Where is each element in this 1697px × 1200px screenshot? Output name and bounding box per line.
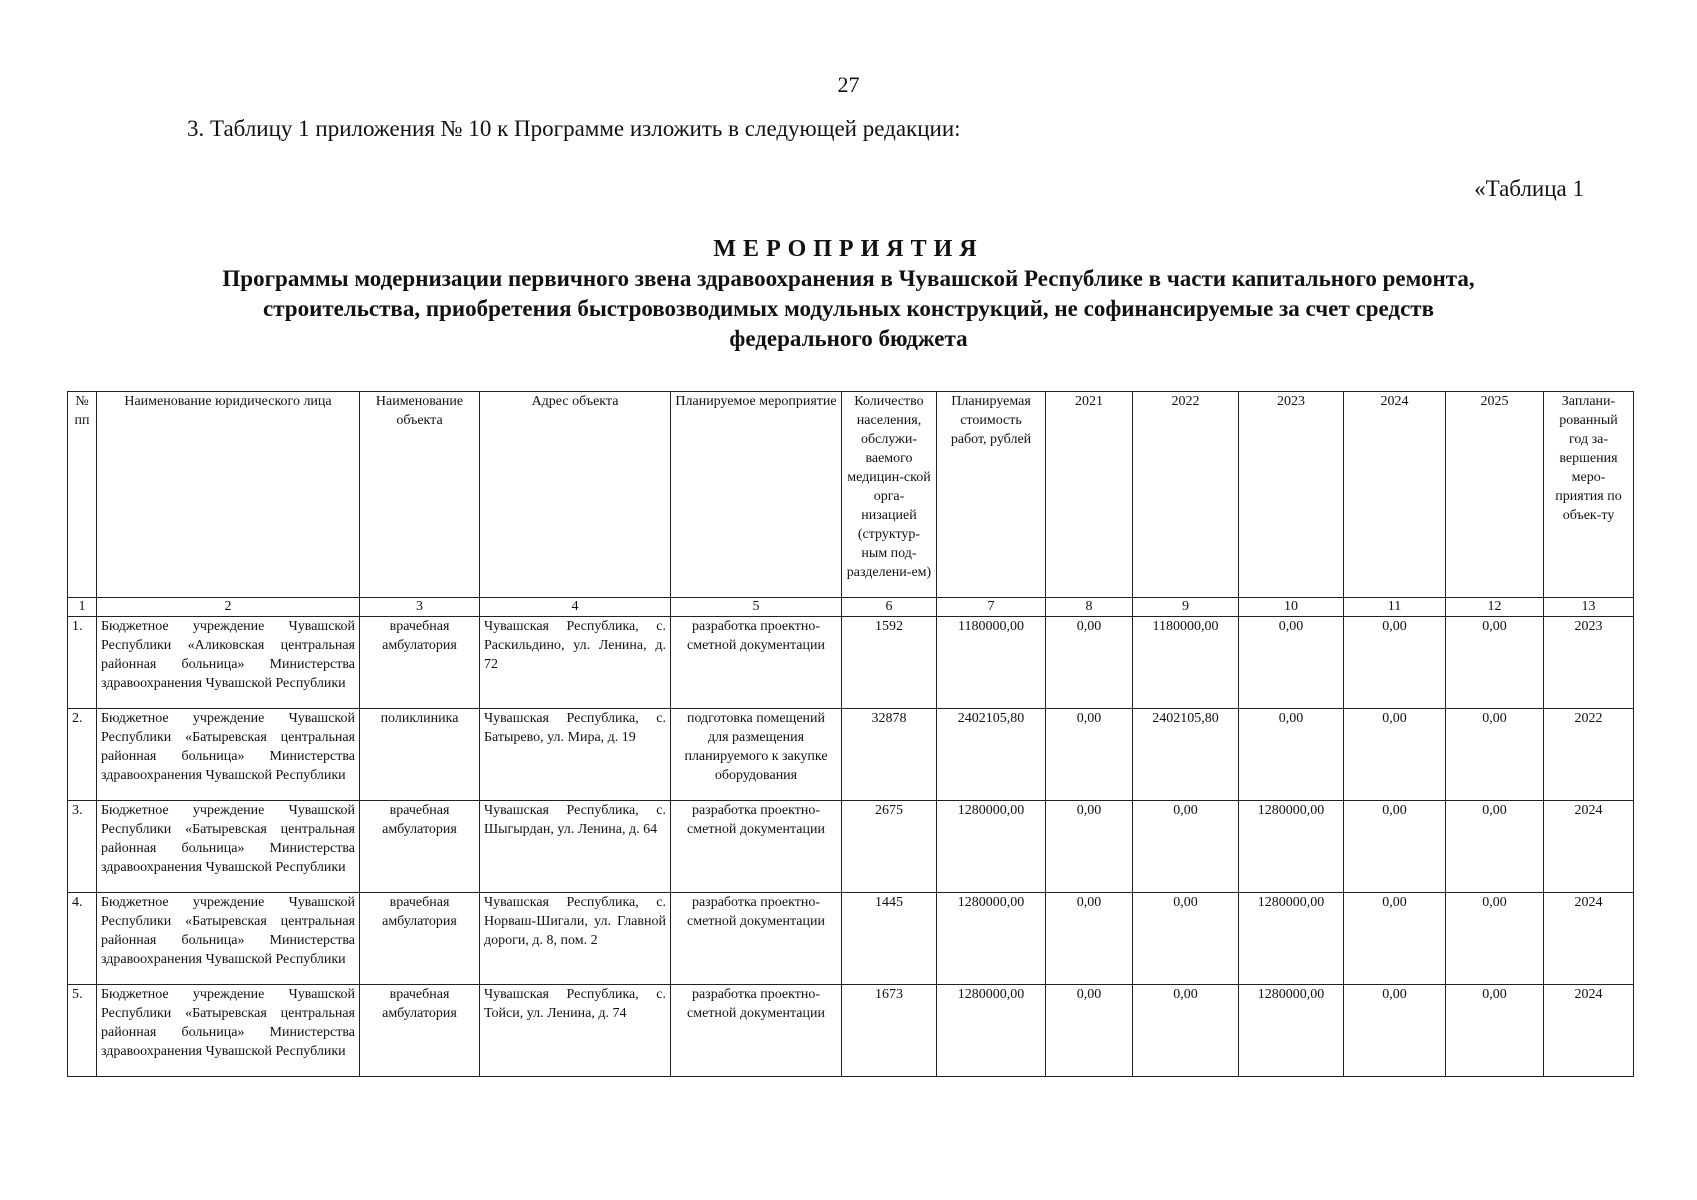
header-cell-2025: 2025 xyxy=(1446,392,1544,598)
year-2022-cell: 1180000,00 xyxy=(1133,617,1239,709)
header-cell-completion-year: Заплани-рованный год за-вершения меро-приятия по объек-ту xyxy=(1544,392,1634,598)
column-number-row xyxy=(68,598,1634,617)
heading-line-2: строительства, приобретения быстровозводимых модульных конструкций, не софинансируемые за счет средств xyxy=(263,296,1434,321)
table-row xyxy=(68,801,1634,893)
address-cell: Чувашская Республика, с. Раскильдино, ул. Ленина, д. 72 xyxy=(480,617,671,709)
cost-cell: 1180000,00 xyxy=(937,617,1046,709)
measure-cell: разработка проектно-сметной документации xyxy=(671,617,842,709)
column-number: 11 xyxy=(1344,598,1446,617)
object-cell: врачебная амбулатория xyxy=(360,893,480,985)
header-cell-2021: 2021 xyxy=(1046,392,1133,598)
entity-cell: Бюджетное учреждение Чувашской Республики «Батыревская центральная районная больница» Министерства здравоохранения Чувашской Республики xyxy=(97,985,360,1077)
year-2023-cell: 1280000,00 xyxy=(1239,985,1344,1077)
year-2025-cell: 0,00 xyxy=(1446,893,1544,985)
measures-table xyxy=(67,391,1634,1077)
cost-cell: 1280000,00 xyxy=(937,985,1046,1077)
completion-year-cell: 2023 xyxy=(1544,617,1634,709)
column-number: 6 xyxy=(842,598,937,617)
header-row xyxy=(68,392,1634,598)
address-cell: Чувашская Республика, с. Батырево, ул. Мира, д. 19 xyxy=(480,709,671,801)
population-cell: 2675 xyxy=(842,801,937,893)
row-number: 5. xyxy=(68,985,97,1077)
row-number: 1. xyxy=(68,617,97,709)
column-number: 7 xyxy=(937,598,1046,617)
year-2021-cell: 0,00 xyxy=(1046,617,1133,709)
table-row xyxy=(68,617,1634,709)
column-number: 12 xyxy=(1446,598,1544,617)
year-2023-cell: 0,00 xyxy=(1239,709,1344,801)
heading-line-1: Программы модернизации первичного звена здравоохранения в Чувашской Республике в части капитального ремонта, xyxy=(222,266,1475,291)
column-number: 8 xyxy=(1046,598,1133,617)
measure-cell: разработка проектно-сметной документации xyxy=(671,801,842,893)
year-2024-cell: 0,00 xyxy=(1344,893,1446,985)
measure-cell: разработка проектно-сметной документации xyxy=(671,893,842,985)
heading-title: МЕРОПРИЯТИЯ xyxy=(713,236,984,262)
header-cell-2024: 2024 xyxy=(1344,392,1446,598)
header-cell-entity: Наименование юридического лица xyxy=(97,392,360,598)
column-number: 9 xyxy=(1133,598,1239,617)
completion-year-cell: 2022 xyxy=(1544,709,1634,801)
row-number: 2. xyxy=(68,709,97,801)
year-2025-cell: 0,00 xyxy=(1446,985,1544,1077)
column-number: 4 xyxy=(480,598,671,617)
header-cell-2022: 2022 xyxy=(1133,392,1239,598)
cost-cell: 2402105,80 xyxy=(937,709,1046,801)
year-2021-cell: 0,00 xyxy=(1046,893,1133,985)
year-2022-cell: 0,00 xyxy=(1133,801,1239,893)
header-cell-num: № пп xyxy=(68,392,97,598)
entity-cell: Бюджетное учреждение Чувашской Республики «Батыревская центральная районная больница» Министерства здравоохранения Чувашской Республики xyxy=(97,709,360,801)
header-cell-object: Наименование объекта xyxy=(360,392,480,598)
object-cell: врачебная амбулатория xyxy=(360,801,480,893)
column-number: 5 xyxy=(671,598,842,617)
cost-cell: 1280000,00 xyxy=(937,893,1046,985)
intro-paragraph: 3. Таблицу 1 приложения № 10 к Программе изложить в следующей редакции: xyxy=(187,116,961,141)
year-2022-cell: 2402105,80 xyxy=(1133,709,1239,801)
completion-year-cell: 2024 xyxy=(1544,985,1634,1077)
object-cell: врачебная амбулатория xyxy=(360,617,480,709)
year-2021-cell: 0,00 xyxy=(1046,801,1133,893)
year-2025-cell: 0,00 xyxy=(1446,801,1544,893)
entity-cell: Бюджетное учреждение Чувашской Республики «Аликовская центральная районная больница» Министерства здравоохранения Чувашской Республики xyxy=(97,617,360,709)
row-number: 3. xyxy=(68,801,97,893)
entity-cell: Бюджетное учреждение Чувашской Республики «Батыревская центральная районная больница» Министерства здравоохранения Чувашской Республики xyxy=(97,893,360,985)
header-cell-population: Количество населения, обслужи-ваемого медицин-ской орга-низацией (структур-ным под-разделени-ем) xyxy=(842,392,937,598)
year-2023-cell: 1280000,00 xyxy=(1239,893,1344,985)
measure-cell: разработка проектно-сметной документации xyxy=(671,985,842,1077)
completion-year-cell: 2024 xyxy=(1544,893,1634,985)
year-2022-cell: 0,00 xyxy=(1133,985,1239,1077)
year-2024-cell: 0,00 xyxy=(1344,801,1446,893)
population-cell: 1445 xyxy=(842,893,937,985)
cost-cell: 1280000,00 xyxy=(937,801,1046,893)
header-cell-measure: Планируемое мероприятие xyxy=(671,392,842,598)
document-heading xyxy=(100,234,1597,354)
address-cell: Чувашская Республика, с. Норваш-Шигали, ул. Главной дороги, д. 8, пом. 2 xyxy=(480,893,671,985)
year-2021-cell: 0,00 xyxy=(1046,985,1133,1077)
measure-cell: подготовка помещений для размещения планируемого к закупке оборудования xyxy=(671,709,842,801)
object-cell: врачебная амбулатория xyxy=(360,985,480,1077)
year-2023-cell: 1280000,00 xyxy=(1239,801,1344,893)
column-number: 10 xyxy=(1239,598,1344,617)
table-row xyxy=(68,709,1634,801)
year-2021-cell: 0,00 xyxy=(1046,709,1133,801)
address-cell: Чувашская Республика, с. Тойси, ул. Ленина, д. 74 xyxy=(480,985,671,1077)
row-number: 4. xyxy=(68,893,97,985)
completion-year-cell: 2024 xyxy=(1544,801,1634,893)
year-2025-cell: 0,00 xyxy=(1446,709,1544,801)
table-reference: «Таблица 1 xyxy=(1474,176,1584,201)
header-cell-cost: Планируемая стоимость работ, рублей xyxy=(937,392,1046,598)
object-cell: поликлиника xyxy=(360,709,480,801)
header-cell-address: Адрес объекта xyxy=(480,392,671,598)
year-2024-cell: 0,00 xyxy=(1344,985,1446,1077)
column-number: 1 xyxy=(68,598,97,617)
population-cell: 1673 xyxy=(842,985,937,1077)
column-number: 13 xyxy=(1544,598,1634,617)
population-cell: 1592 xyxy=(842,617,937,709)
table-row xyxy=(68,985,1634,1077)
table-row xyxy=(68,893,1634,985)
address-cell: Чувашская Республика, с. Шыгырдан, ул. Ленина, д. 64 xyxy=(480,801,671,893)
population-cell: 32878 xyxy=(842,709,937,801)
entity-cell: Бюджетное учреждение Чувашской Республики «Батыревская центральная районная больница» Министерства здравоохранения Чувашской Республики xyxy=(97,801,360,893)
year-2025-cell: 0,00 xyxy=(1446,617,1544,709)
column-number: 2 xyxy=(97,598,360,617)
year-2023-cell: 0,00 xyxy=(1239,617,1344,709)
page-number: 27 xyxy=(837,72,860,97)
year-2022-cell: 0,00 xyxy=(1133,893,1239,985)
column-number: 3 xyxy=(360,598,480,617)
header-cell-2023: 2023 xyxy=(1239,392,1344,598)
year-2024-cell: 0,00 xyxy=(1344,617,1446,709)
year-2024-cell: 0,00 xyxy=(1344,709,1446,801)
heading-line-3: федерального бюджета xyxy=(729,326,968,351)
